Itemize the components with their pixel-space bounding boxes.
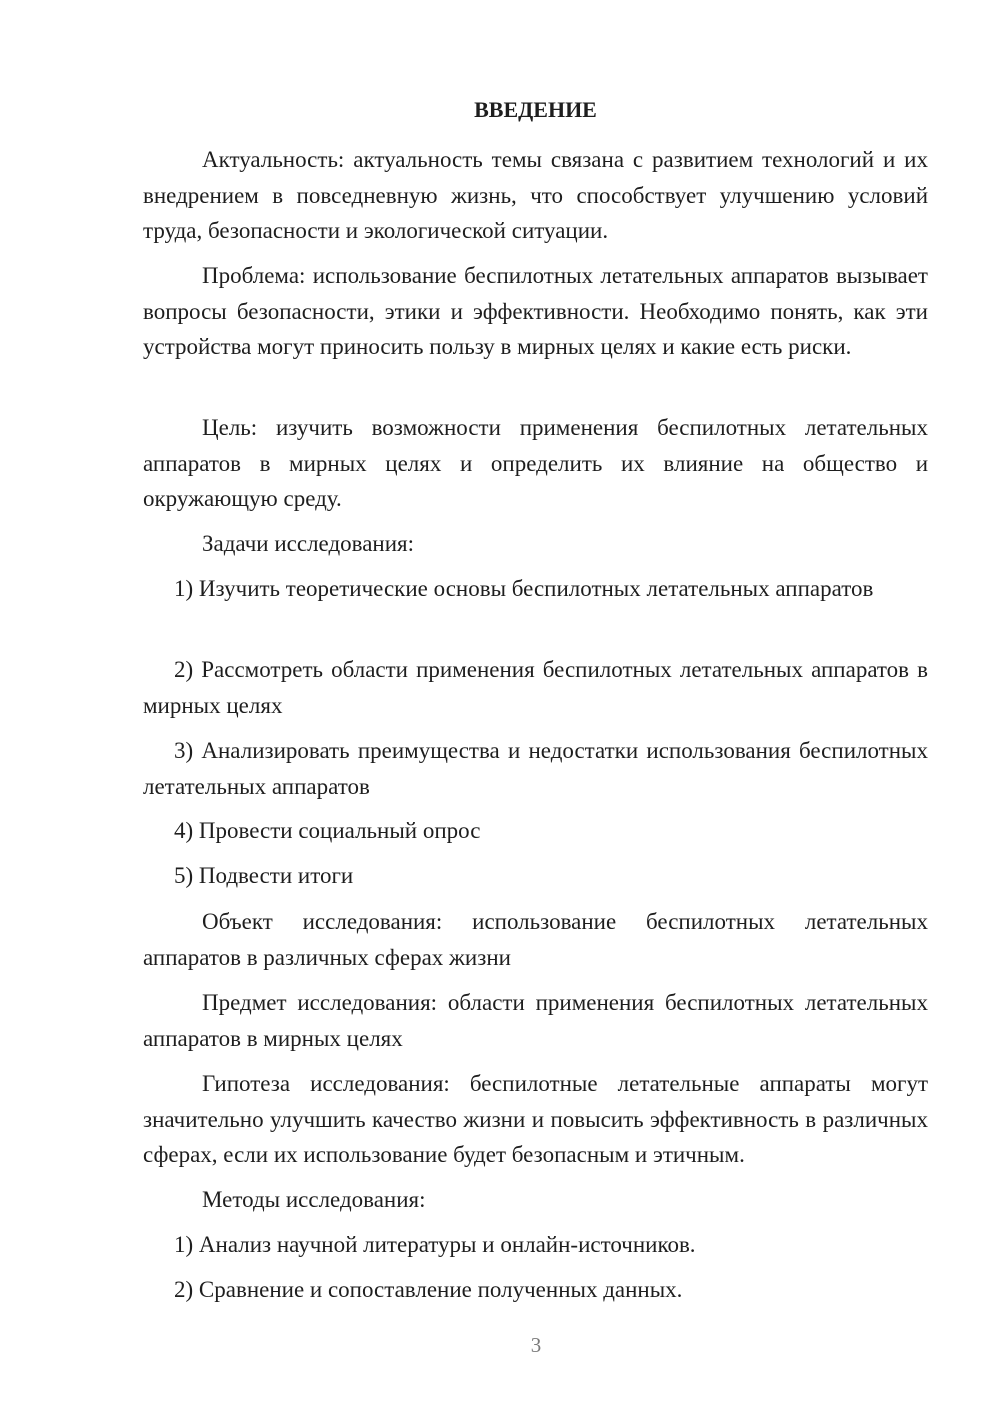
problem-paragraph: Проблема: использование беспилотных летательных аппаратов вызывает вопросы безопасности, этики и эффективности. Необходимо понять, как эти устройства могут приносить пользу в мирных целях и какие есть риски. <box>143 263 928 359</box>
tasks-label: Задачи исследования: <box>202 531 415 556</box>
goal-paragraph: Цель: изучить возможности применения беспилотных летательных аппаратов в мирных целях и определить их влияние на общество и окружающую среду. <box>143 415 928 511</box>
task-item-5: 5) Подвести итоги <box>174 863 354 888</box>
task-item-1: 1) Изучить теоретические основы беспилотных летательных аппаратов <box>174 576 874 601</box>
methods-label: Методы исследования: <box>202 1187 426 1212</box>
hypothesis-paragraph: Гипотеза исследования: беспилотные летательные аппараты могут значительно улучшить качество жизни и повысить эффективность в различных сферах, если их использование будет безопасным и этичным. <box>143 1071 928 1167</box>
task-item-4: 4) Провести социальный опрос <box>174 818 481 843</box>
page-number: 3 <box>530 1333 542 1357</box>
object-paragraph: Объект исследования: использование беспилотных летательных аппаратов в различных сферах жизни <box>143 909 928 970</box>
method-item-2: 2) Сравнение и сопоставление полученных данных. <box>174 1277 683 1302</box>
method-item-1: 1) Анализ научной литературы и онлайн-источников. <box>174 1232 696 1257</box>
task-item-3: 3) Анализировать преимущества и недостатки использования беспилотных летательных аппаратов <box>143 738 928 799</box>
relevance-paragraph: Актуальность: актуальность темы связана с развитием технологий и их внедрением в повседневную жизнь, что способствует улучшению условий труда, безопасности и экологической ситуации. <box>143 147 928 243</box>
subject-paragraph: Предмет исследования: области применения беспилотных летательных аппаратов в мирных целях <box>143 990 928 1051</box>
section-heading: ВВЕДЕНИЕ <box>474 97 597 122</box>
task-item-2: 2) Рассмотреть области применения беспилотных летательных аппаратов в мирных целях <box>143 657 928 718</box>
